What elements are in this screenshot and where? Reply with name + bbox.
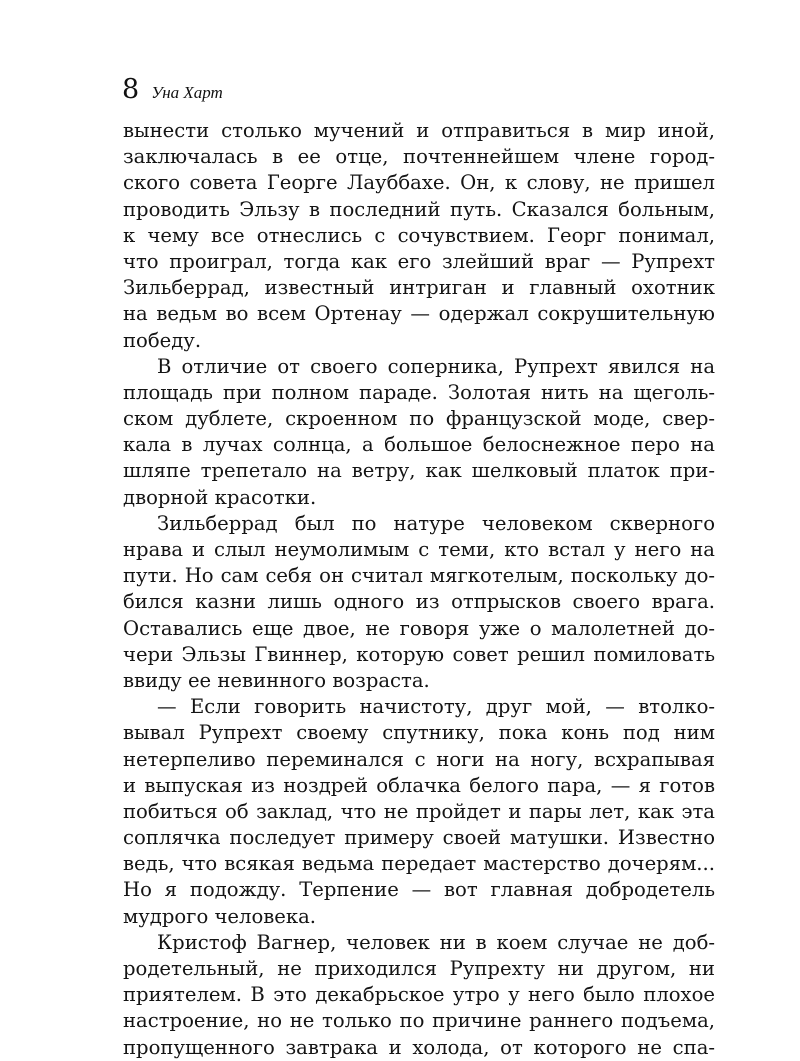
text-line: шляпе трепетало на ветру, как шелковый платок при- (123, 459, 715, 483)
text-line: Зильберрад, известный интриган и главный охотник (123, 276, 715, 300)
text-line: настроение, но не только по причине раннего подъема, (123, 1009, 715, 1033)
text-line: пути. Но сам себя он считал мягкотелым, поскольку до- (123, 564, 715, 588)
text-line: ведь, что всякая ведьма передает мастерство дочерям... (123, 852, 715, 876)
text-line: победу. (123, 328, 202, 352)
text-line: на ведьм во всем Ортенау — одержал сокрушительную (123, 302, 715, 326)
text-line: бился казни лишь одного из отпрысков своего врага. (123, 590, 715, 614)
text-line: В отличие от своего соперника, Рупрехт явился на (157, 354, 715, 378)
text-line: вынести столько мучений и отправиться в мир иной, (123, 119, 715, 142)
running-head (122, 74, 223, 105)
text-line: ввиду ее невинного возраста. (123, 668, 430, 692)
running-title-author: Уна Харт (151, 83, 223, 102)
text-line: пропущенного завтрака и холода, от которого не спа- (123, 1035, 715, 1059)
text-line: и выпуская из ноздрей облачка белого пара, — я готов (123, 773, 715, 797)
text-line: к чему все отнеслись с сочувствием. Георг понимал, (123, 223, 715, 247)
text-line: побиться об заклад, что не пройдет и пары лет, как эта (123, 799, 715, 823)
text-line: Оставались еще двое, не говоря уже о малолетней до- (123, 616, 715, 640)
text-line: Но я подожду. Терпение — вот главная добродетель (123, 878, 715, 902)
text-line: нрава и слыл неумолимым с теми, кто встал у него на (123, 538, 715, 561)
text-line: нетерпеливо переминался с ноги на ногу, всхрапывая (123, 747, 715, 771)
text-line: ского совета Георге Лауббахе. Он, к слову, не пришел (123, 171, 715, 195)
text-line: проводить Эльзу в последний путь. Сказался больным, (123, 197, 715, 221)
text-line: кала в лучах солнца, а большое белоснежное перо на (123, 433, 715, 457)
text-line: что проиграл, тогда как его злейший враг — Рупрехт (123, 249, 715, 273)
text-line: мудрого человека. (123, 904, 317, 928)
text-line: родетельный, не приходился Рупрехту ни другом, ни (123, 957, 715, 980)
text-line: — Если говорить начистоту, друг мой, — втолко- (157, 695, 715, 719)
text-line: заключалась в ее отце, почтеннейшем члене город- (123, 145, 715, 169)
text-line: приятелем. В это декабрьское утро у него было плохое (123, 983, 715, 1007)
body-text (123, 118, 715, 1061)
text-line: площадь при полном параде. Золотая нить на щеголь- (123, 380, 715, 404)
text-line: Кристоф Вагнер, человек ни в коем случае не доб- (157, 930, 715, 954)
text-line: соплячка последует примеру своей матушки. Известно (123, 826, 715, 850)
text-line: дворной красотки. (123, 485, 317, 509)
text-line: вывал Рупрехт своему спутнику, пока конь под ним (123, 721, 715, 745)
text-line: чери Эльзы Гвиннер, которую совет решил помиловать (123, 642, 715, 666)
text-line: Зильберрад был по натуре человеком скверного (157, 511, 715, 535)
page-number: 8 (122, 74, 140, 105)
text-line: ском дублете, скроенном по французской моде, свер- (123, 407, 715, 431)
